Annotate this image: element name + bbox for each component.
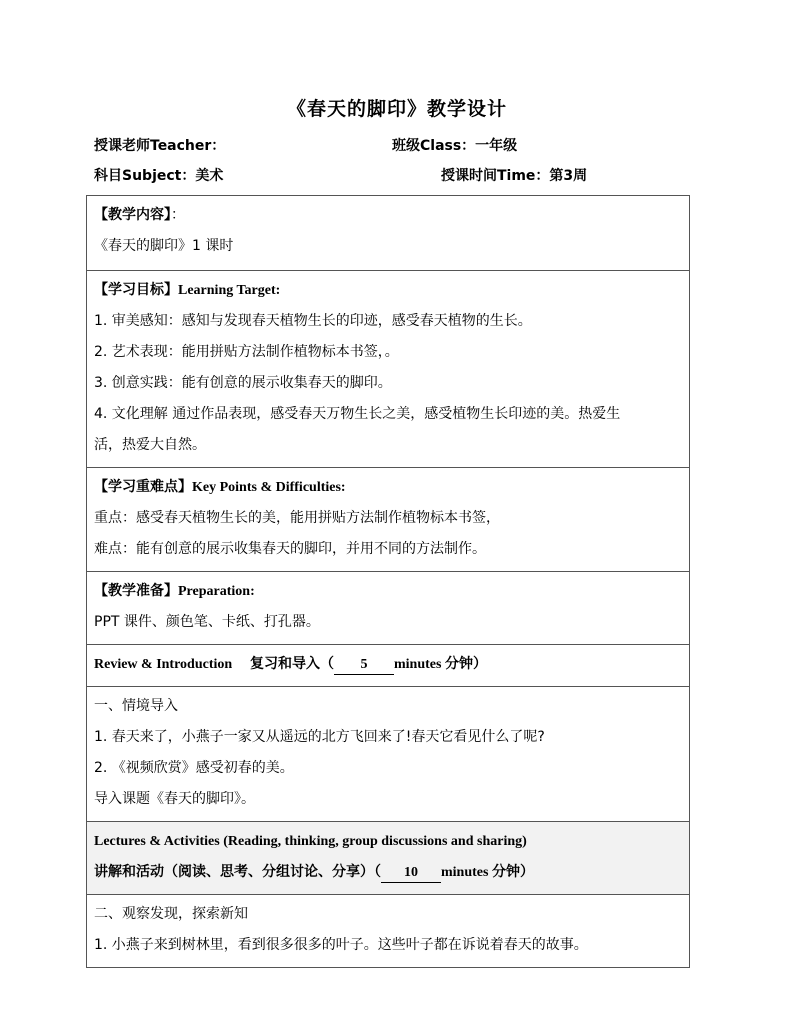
lecture-bar-cn: 讲解和活动（阅读、思考、分组讨论、分享）（ <box>94 864 381 880</box>
prep-item: PPT 课件、颜色笔、卡纸、打孔器。 <box>94 614 320 630</box>
lesson-plan-table <box>86 195 690 968</box>
teacher-label: 授课老师Teacher： <box>94 138 226 154</box>
review-bar-cn: 复习和导入（ <box>250 656 334 672</box>
content-cell <box>87 196 690 271</box>
keypoints-cell <box>87 468 690 572</box>
keypoints-row <box>87 468 690 572</box>
document-title: 《春天的脚印》教学设计 <box>286 98 507 120</box>
goals-header <box>94 275 682 306</box>
explore-cell <box>87 895 690 968</box>
goals-header-label: 【学习目标】 <box>94 282 178 298</box>
explore-heading: 二、观察发现，探索新知 <box>94 906 248 922</box>
keypoints-header-label: 【学习重难点】 <box>94 479 192 495</box>
content-header <box>94 200 682 231</box>
keypoint-item: 重点：感受春天植物生长的美，能用拼贴方法制作植物标本书签， <box>94 510 500 526</box>
keypoint-item: 难点：能有创意的展示收集春天的脚印，并用不同的方法制作。 <box>94 541 486 557</box>
class-label: 班级Class：一年级 <box>392 138 518 154</box>
intro-item: 2. 《视频欣赏》感受初春的美。 <box>94 760 294 776</box>
goal-item: 3. 创意实践：能有创意的展示收集春天的脚印。 <box>94 375 392 391</box>
lecture-bar-en: Lectures & Activities (Reading, thinking, group discussions and sharing) <box>94 834 527 849</box>
review-minutes: 5 <box>334 656 394 675</box>
keypoints-header-en: Key Points & Difficulties: <box>192 480 346 495</box>
lecture-minutes: 10 <box>381 864 441 883</box>
review-bar-row <box>87 645 690 687</box>
intro-item: 1. 春天来了，小燕子一家又从遥远的北方飞回来了!春天它看见什么了呢? <box>94 729 545 745</box>
goal-item: 1. 审美感知：感知与发现春天植物生长的印迹，感受春天植物的生长。 <box>94 313 532 329</box>
content-row <box>87 196 690 271</box>
subject-label: 科目Subject：美术 <box>94 168 224 184</box>
review-bar-tail: minutes 分钟） <box>394 657 487 672</box>
content-header-label: 【教学内容】 <box>94 207 171 223</box>
review-bar-en: Review & Introduction <box>94 657 233 672</box>
intro-cell <box>87 687 690 822</box>
content-header-suffix: ： <box>171 207 185 223</box>
goal-item: 4. 文化理解 通过作品表现，感受春天万物生长之美，感受植物生长印迹的美。热爱生 <box>94 406 621 422</box>
goals-header-en: Learning Target: <box>178 283 281 298</box>
goal-item: 2. 艺术表现：能用拼贴方法制作植物标本书签，。 <box>94 344 399 360</box>
intro-row <box>87 687 690 822</box>
goals-row <box>87 271 690 468</box>
prep-cell <box>87 572 690 645</box>
time-label: 授课时间Time：第3周 <box>441 168 588 184</box>
lecture-bar-cell <box>87 822 690 895</box>
prep-header <box>94 576 682 607</box>
goal-item-continued: 活，热爱大自然。 <box>94 437 206 453</box>
lecture-bar-tail: minutes 分钟） <box>441 865 534 880</box>
intro-heading: 一、情境导入 <box>94 698 178 714</box>
prep-header-label: 【教学准备】 <box>94 583 178 599</box>
explore-row <box>87 895 690 968</box>
prep-header-en: Preparation: <box>178 584 255 599</box>
intro-item: 导入课题《春天的脚印》。 <box>94 791 255 807</box>
content-line: 《春天的脚印》1 课时 <box>94 238 234 254</box>
lecture-bar-cn-line <box>94 857 682 888</box>
explore-item: 1. 小燕子来到树林里，看到很多很多的叶子。这些叶子都在诉说着春天的故事。 <box>94 937 588 953</box>
goals-cell <box>87 271 690 468</box>
review-bar-cell <box>87 645 690 687</box>
keypoints-header <box>94 472 682 503</box>
lecture-bar-row <box>87 822 690 895</box>
prep-row <box>87 572 690 645</box>
